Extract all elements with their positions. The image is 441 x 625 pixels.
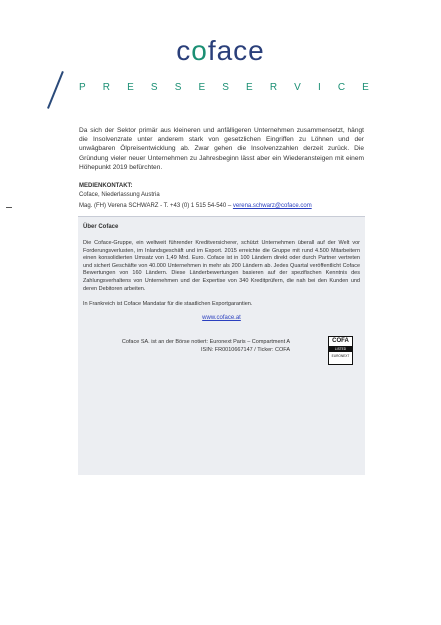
contact-person: Mag. (FH) Verena SCHWARZ - T. +43 (0) 1 515 54-540 – <box>79 203 232 209</box>
logo-part-2: o <box>191 35 208 66</box>
logo-part-3: face <box>207 35 265 66</box>
about-paragraph-2: In Frankreich ist Coface Mandatar für die staatlichen Exportgarantien. <box>83 301 253 307</box>
badge-ticker: COFA <box>332 338 349 344</box>
badge-exchange: EURONEXT <box>331 354 350 358</box>
stock-listing-info <box>122 338 290 354</box>
header-letter: E <box>362 82 369 93</box>
euronext-listed-badge <box>328 336 353 365</box>
contact-heading: MEDIENKONTAKT: <box>79 183 133 189</box>
header-letter: C <box>337 82 346 93</box>
header-letter: P <box>79 82 86 93</box>
margin-mark <box>6 207 12 208</box>
header-letter: R <box>269 82 278 93</box>
body-paragraph: Da sich der Sektor primär aus kleineren und anfälligeren Unternehmen zusammensetzt, hängt die Insolvenzrate unter anderem stark von gesetzlichen Eingriffen zu Löhnen und der unwägbaren Ölpreisentwicklung ab. Zwar gehen die Insolvenzzahlen derzeit zurück. Die Gründung vieler neuer Unternehmen zu Jahresbeginn lässt aber ein Wiederansteigen mit einem Höhepunkt 2019 befürchten. <box>79 127 364 171</box>
contact-line <box>79 203 312 209</box>
header-letter: V <box>294 82 301 93</box>
header-letter: E <box>198 82 206 93</box>
decorative-slash <box>47 71 64 109</box>
about-paragraph: Die Coface-Gruppe, ein weltweit führender Kreditversicherer, schützt Unternehmen überall auf der Welt vor Forderungsverlusten, im Inlandsgeschäft und im Export. 2015 erreichte die Gruppe mit rund 4.500 Mitarbeitern einen konsolidierten Umsatz von 1,49 Mrd. Euro. Coface ist in 100 Ländern direkt oder durch Partner vertreten und sichert Geschäfte von 40.000 Unternehmen in mehr als 200 Ländern ab. Jedes Quartal veröffentlicht Coface Bewertungen von 160 Ländern. Diese Länderbewertungen basieren auf der spezifischen Kenntnis des Zahlungsverhaltens von Unternehmen und der Expertise von 340 Kreditprüfern, die nah bei den Kunden und deren Debitoren arbeiten. <box>83 240 360 292</box>
header-letter: R <box>102 82 111 93</box>
header-letter: I <box>317 82 321 93</box>
listing-line-2: ISIN: FR0010667147 / Ticker: COFA <box>201 347 290 353</box>
website-link[interactable]: www.coface.at <box>202 315 241 321</box>
about-coface-box <box>78 216 365 475</box>
contact-organization: Coface, Niederlassung Austria <box>79 192 160 198</box>
header-letter: S <box>222 82 229 93</box>
coface-logo <box>0 37 441 65</box>
header-letter: S <box>150 82 158 93</box>
contact-email-link[interactable]: verena.schwarz@coface.com <box>232 203 312 209</box>
listing-line-1: Coface SA. ist an der Börse notiert: Euronext Paris – Compartment A <box>121 339 290 345</box>
badge-listed: LISTED <box>329 346 352 352</box>
presseservice-header <box>79 82 369 93</box>
about-title: Über Coface <box>83 224 119 230</box>
header-letter: E <box>127 82 134 93</box>
header-letter: S <box>174 82 182 93</box>
header-letter: E <box>246 82 253 93</box>
logo-part-1: c <box>176 35 192 66</box>
